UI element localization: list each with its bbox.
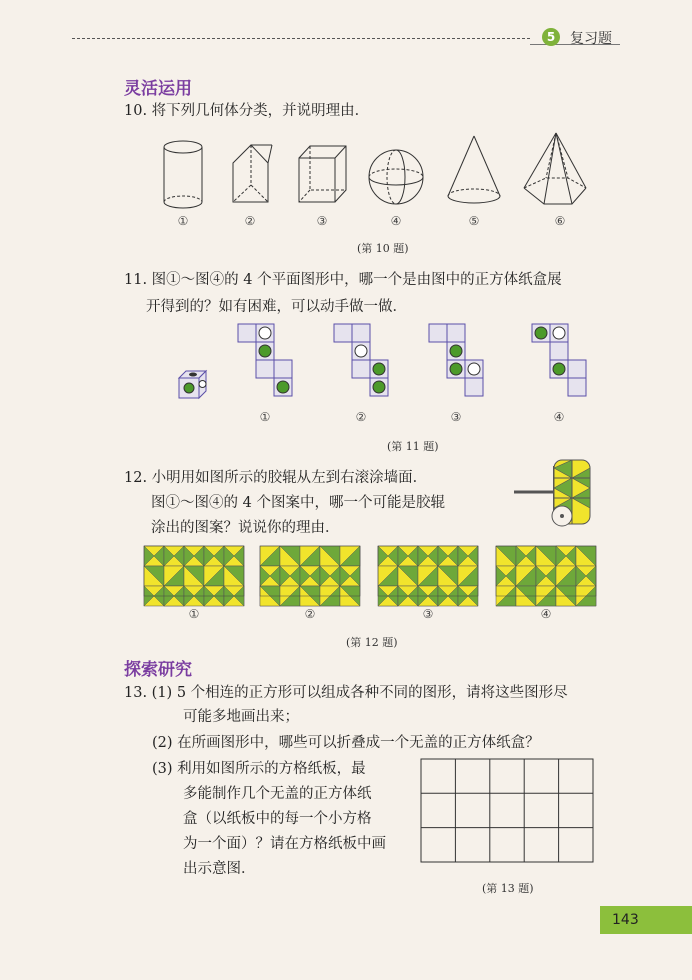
section-title-flexible-use: 灵活运用	[124, 79, 192, 99]
cylinder-figure	[164, 141, 202, 208]
cone-figure	[448, 136, 500, 203]
q11-cube-box	[179, 371, 206, 398]
q11-net-2	[334, 324, 388, 396]
q12-pattern-4	[496, 546, 596, 606]
question-13-part3-line5: 出示意图．	[183, 861, 256, 877]
q12-pattern-3	[378, 546, 478, 606]
header-dashed-line	[72, 38, 530, 39]
sphere-figure	[369, 150, 423, 204]
question-11-line2: 开得到的？如有困难，可以动手做一做．	[146, 299, 407, 315]
triangular-prism-figure	[233, 145, 272, 202]
q12-label-3: ③	[422, 607, 434, 621]
question-12-line1: 12. 小明用如图所示的胶辊从左到右滚涂墙面．	[124, 470, 428, 486]
question-13-part3-line4: 为一个面）？请在方格纸板中画	[183, 836, 386, 852]
cube-figure	[299, 146, 346, 202]
q12-label-1: ①	[188, 607, 200, 621]
question-13-part2: (2) 在所画图形中，哪些可以折叠成一个无盖的正方体纸盒？	[152, 735, 540, 751]
question-13-part3-line3: 盒（以纸板中的每一个小方格	[183, 811, 372, 827]
q10-label-4: ④	[390, 214, 402, 228]
page-number: 143	[600, 906, 692, 934]
q11-net-4	[532, 324, 586, 396]
q12-caption: (第 12 题)	[346, 636, 398, 649]
q12-label-4: ④	[540, 607, 552, 621]
q12-patterns-figure	[0, 546, 692, 606]
q10-label-6: ⑥	[554, 214, 566, 228]
q12-pattern-2	[260, 546, 360, 606]
question-13-part1-line2: 可能多地画出来；	[183, 709, 299, 725]
q12-label-2: ②	[304, 607, 316, 621]
q11-net-3	[429, 324, 483, 396]
q13-caption: (第 13 题)	[482, 882, 534, 895]
q10-label-2: ②	[244, 214, 256, 228]
question-13-part3-line2: 多能制作几个无盖的正方体纸	[183, 786, 372, 802]
q10-caption: (第 10 题)	[357, 242, 409, 255]
q11-label-4: ④	[553, 410, 565, 424]
question-13-part1-line1: 13. (1) 5 个相连的正方形可以组成各种不同的图形，请将这些图形尽	[124, 685, 568, 701]
pyramid-figure	[524, 133, 586, 204]
chapter-badge: 5	[542, 28, 560, 46]
q10-label-5: ⑤	[468, 214, 480, 228]
chapter-title: 复习题	[570, 31, 612, 47]
q10-label-3: ③	[316, 214, 328, 228]
q11-nets-figure	[0, 320, 692, 410]
section-title-exploration: 探索研究	[124, 660, 192, 680]
question-10-text: 10. 将下列几何体分类，并说明理由．	[124, 103, 370, 119]
q13-grid-board	[420, 758, 600, 868]
question-13-part3-line1: (3) 利用如图所示的方格纸板，最	[152, 761, 366, 777]
question-12-line3: 涂出的图案？说说你的理由．	[151, 520, 340, 536]
q11-label-1: ①	[259, 410, 271, 424]
question-12-line2: 图①～图④的 4 个图案中，哪一个可能是胶辊	[151, 495, 445, 511]
q11-label-2: ②	[355, 410, 367, 424]
q10-label-1: ①	[177, 214, 189, 228]
question-11-line1: 11. 图①～图④的 4 个平面图形中，哪一个是由图中的正方体纸盒展	[124, 272, 562, 288]
q11-net-1	[238, 324, 292, 396]
paint-roller-figure	[510, 456, 610, 546]
q11-label-3: ③	[450, 410, 462, 424]
q12-pattern-1	[144, 546, 244, 606]
q11-caption: (第 11 题)	[387, 440, 439, 453]
